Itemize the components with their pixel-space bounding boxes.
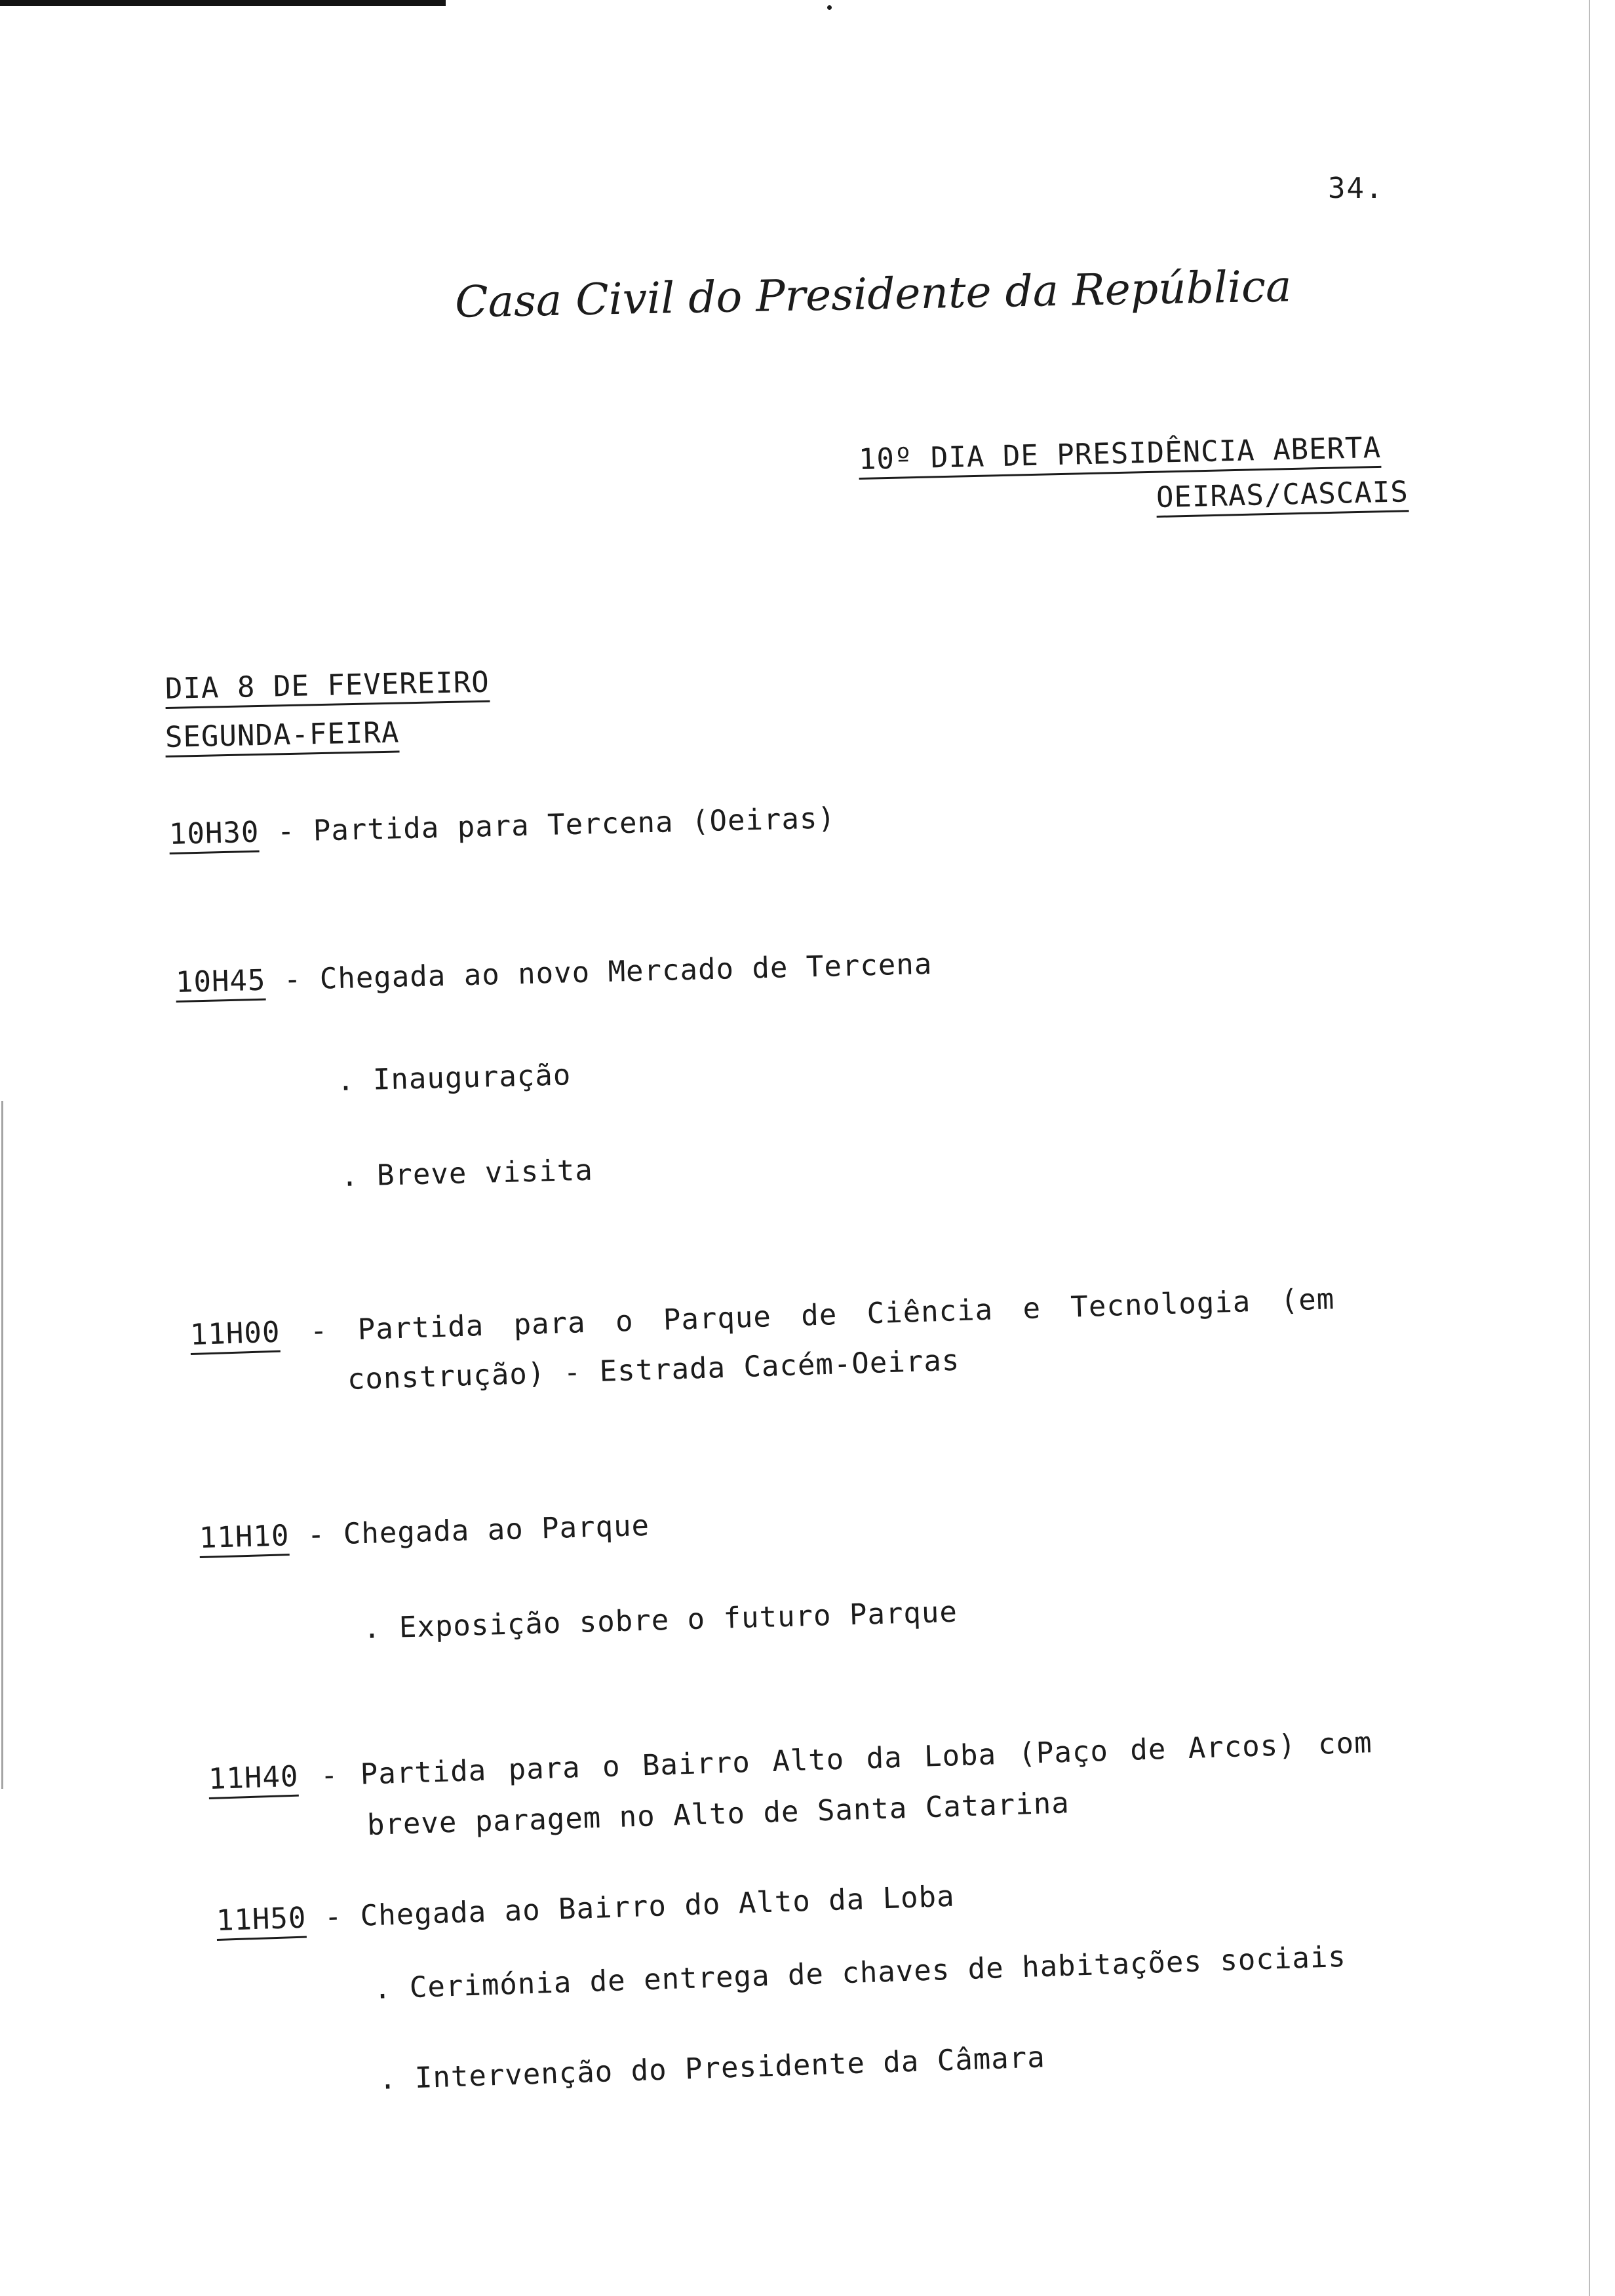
entry-text: Chegada ao Bairro do Alto da Loba <box>359 1879 956 1933</box>
scan-edge-right <box>1589 0 1590 2296</box>
presidency-subtitle <box>1156 475 1409 514</box>
scan-edge-left <box>1 1101 3 1789</box>
presidency-title <box>858 431 1381 476</box>
entry-separator: - <box>320 1757 361 1793</box>
entry-separator: - <box>307 1517 344 1552</box>
entry-time: 10H30 <box>168 816 260 854</box>
presidency-line1: 10º DIA DE PRESIDÊNCIA ABERTA <box>858 431 1381 480</box>
schedule-entry <box>199 1509 650 1555</box>
schedule-entry <box>189 1282 1335 1352</box>
entry-continuation: breve paragem no Alto de Santa Catarina <box>366 1786 1070 1842</box>
entry-time: 11H40 <box>208 1760 299 1799</box>
bullet-dot: . <box>340 1158 378 1193</box>
entry-text: Chegada ao Parque <box>343 1508 650 1551</box>
bullet-dot: . <box>362 1611 400 1645</box>
scan-speck <box>827 5 832 10</box>
entry-separator: - <box>277 814 314 849</box>
bullet-dot: . <box>373 1971 410 2006</box>
bullet-text: Inauguração <box>372 1058 572 1097</box>
entry-text: Partida para o Parque de Ciência e Tecnologia (em <box>357 1282 1335 1347</box>
scan-edge-top <box>0 0 446 6</box>
entry-bullet <box>373 1940 1346 2006</box>
entry-time: 11H50 <box>216 1901 307 1941</box>
entry-separator: - <box>283 962 321 997</box>
entry-text: Partida para Tercena (Oeiras) <box>313 801 836 848</box>
bullet-dot: . <box>378 2061 416 2096</box>
entry-text: Chegada ao novo Mercado de Tercena <box>319 947 933 996</box>
entry-bullet <box>378 2040 1045 2096</box>
schedule-entry <box>168 801 836 851</box>
page-number: 34. <box>1328 172 1384 205</box>
letterhead-text: Casa Civil do Presidente da República <box>454 261 1293 328</box>
schedule-entry <box>175 947 933 999</box>
bullet-text: Exposição sobre o futuro Parque <box>399 1595 958 1645</box>
schedule-entry <box>216 1880 955 1938</box>
entry-bullet <box>340 1154 593 1193</box>
presidency-line2: OEIRAS/CASCAIS <box>1156 475 1409 518</box>
entry-bullet <box>362 1596 958 1645</box>
entry-text: Partida para o Bairro Alto da Loba (Paço de Arcos) com <box>360 1726 1373 1791</box>
day-weekday <box>165 716 399 754</box>
entry-separator: - <box>324 1899 361 1934</box>
entry-continuation: construção) - Estrada Cacém-Oeiras <box>347 1343 961 1396</box>
bullet-text: Intervenção do Presidente da Câmara <box>414 2040 1046 2095</box>
entry-time: 10H45 <box>175 964 266 1003</box>
letterhead <box>452 248 1293 339</box>
bullet-text: Breve visita <box>376 1153 594 1193</box>
day-weekday-text: SEGUNDA-FEIRA <box>165 716 399 757</box>
day-date <box>165 666 490 706</box>
entry-separator: - <box>309 1312 359 1349</box>
entry-bullet <box>336 1058 572 1098</box>
bullet-dot: . <box>336 1063 374 1098</box>
bullet-text: Cerimónia de entrega de chaves de habitações sociais <box>409 1940 1347 2005</box>
entry-time: 11H10 <box>199 1519 290 1558</box>
schedule-entry <box>208 1726 1372 1796</box>
entry-time: 11H00 <box>189 1316 281 1355</box>
day-date-text: DIA 8 DE FEVEREIRO <box>165 666 490 709</box>
